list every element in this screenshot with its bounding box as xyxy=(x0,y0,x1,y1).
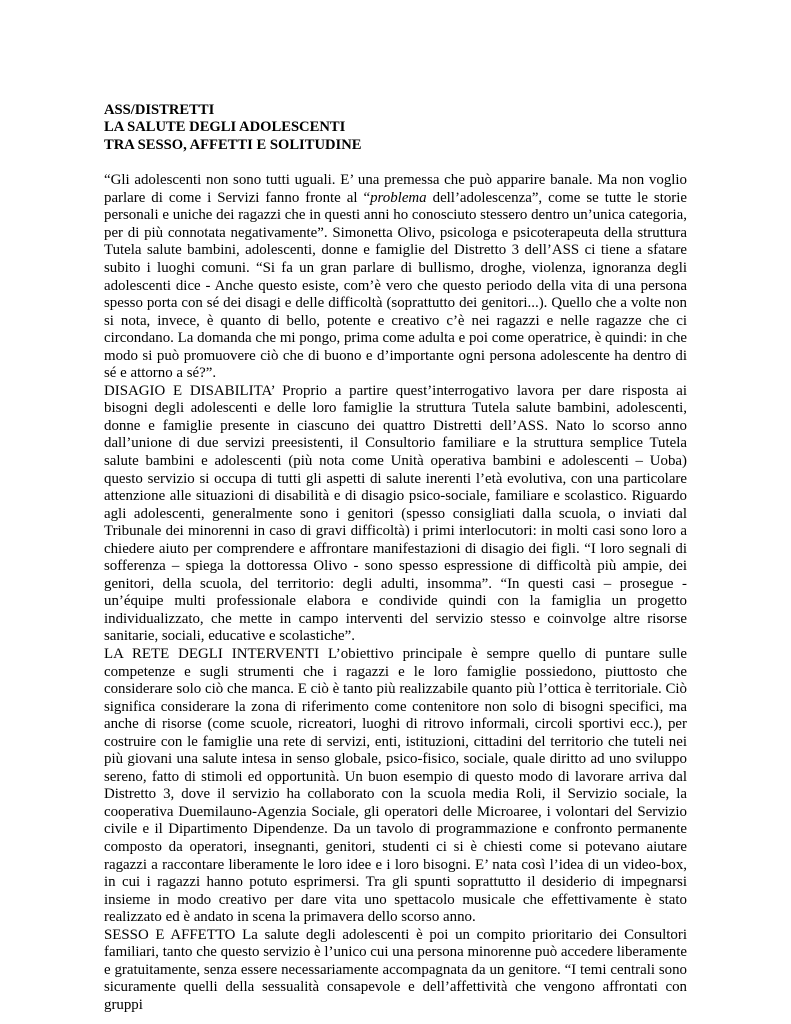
section-disagio xyxy=(104,383,687,646)
section-disagio-lead: DISAGIO E DISABILITA’ xyxy=(104,382,275,399)
section-sesso xyxy=(104,927,687,1015)
section-disagio-text: Proprio a partire quest’interrogativo lavora per dare risposta ai bisogni degli adolescenti e delle loro famiglie la struttura Tutela salute bambini, adolescenti, donne e famiglie presente in ciascuno dei quattro Distretti dell’ASS. Nato lo scorso anno dall’unione di due servizi preesistenti, il Consultorio familiare e la struttura semplice Tutela salute bambini e adolescenti (più nota come Unità operativa bambini e adolescenti – Uoba) questo servizio si occupa di tutti gli aspetti di salute inerenti l’età evolutiva, con una particolare attenzione alle situazioni di disabilità e di disagio psico-sociale, familiare e scolastico. Riguardo agli adolescenti, generalmente sono i genitori (spesso consigliati dalla scuola, o inviati dal Tribunale dei minorenni in caso di gravi difficoltà) i primi interlocutori: in molti casi sono loro a chiedere aiuto per comprendere e affrontare manifestazioni di disagio dei figli. “I loro segnali di sofferenza – spiega la dottoressa Olivo - sono spesso espressione di difficoltà più ampie, dei genitori, della scuola, del territorio: degli adulti, insomma”. “In questi casi – prosegue - un’équipe multi professionale elabora e condivide quindi con la famiglia un progetto individualizzato, che mette in campo interventi del servizio stesso e coinvolge altre risorse sanitarie, sociali, educative e scolastiche”. xyxy=(104,382,687,645)
section-label: ASS/DISTRETTI xyxy=(104,102,215,118)
section-rete-lead: LA RETE DEGLI INTERVENTI xyxy=(104,645,320,662)
section-rete-text: L’obiettivo principale è sempre quello di puntare sulle competenze e sugli strumenti che i ragazzi e le loro famiglie possiedono, piuttosto che considerare solo ciò che manca. E ciò è tanto più realizzabile quanto più l’ottica è territoriale. Ciò significa considerare la zona di riferimento come contenitore non solo di bisogni specifici, ma anche di risorse (come scuole, ricreatori, luoghi di ritrovo informali, circoli sportivi ecc.), per costruire con le famiglie una rete di servizi, enti, istituzioni, cittadini del territorio che tuteli nei più giovani una salute intesa in senso globale, psico-fisico, sociale, quale diritto ad uno sviluppo sereno, fatto di stimoli ed opportunità. Un buon esempio di questo modo di lavorare arriva dal Distretto 3, dove il servizio ha collaborato con la scuola media Roli, il Servizio sociale, la cooperativa Duemilauno-Agenzia Sociale, gli operatori delle Microaree, i volontari del Servizio civile e il Dipartimento Dipendenze. Da un tavolo di programmazione e confronto permanente composto da operatori, insegnanti, genitori, studenti ci si è chiesti come si potevano aiutare ragazzi a raccontare liberamente le loro idee e i loro bisogni. E’ nata così l’idea di un video-box, in cui i ragazzi hanno potuto esprimersi. Tra gli spunti soprattutto il desiderio di impegnarsi insieme in modo creativo per dare vita uno spettacolo musicale che effettivamente è stato realizzato ed è andato in scena la primavera dello scorso anno. xyxy=(104,645,688,926)
intro-text-part2: dell’adolescenza”, come se tutte le storie personali e uniche dei ragazzi che in questi anni ho conosciuto stessero dentro un’unica categoria, per di più connotata negativamente”. Simonetta Olivo, psicologa e psicoterapeuta della struttura Tutela salute bambini, adolescenti, donne e famiglie del Distretto 3 dell’ASS ci tiene a sfatare subito i luoghi comuni. “Si fa un gran parlare di bullismo, droghe, violenza, ignoranza degli adolescenti dice - Anche questo esiste, com’è vero che questo periodo della vita di una persona spesso porta con sé dei disagi e delle difficoltà (soprattutto dei genitori...). Quello che a volte non si nota, invece, è quanto di bello, potente e creativo c’è nei ragazzi e nelle ragazze che ci circondano. La domanda che mi pongo, prima come adulta e poi come operatrice, è quindi: in che modo si può promuovere ciò che di buono e d’importante ogni persona adolescente ha dentro di sé e attorno a sé?”. xyxy=(104,189,687,382)
intro-paragraph xyxy=(104,172,687,383)
article-title: LA SALUTE DEGLI ADOLESCENTI xyxy=(104,119,346,136)
section-sesso-lead: SESSO E AFFETTO xyxy=(104,926,236,943)
section-sesso-text: La salute degli adolescenti è poi un compito prioritario dei Consultori familiari, tanto che questo servizio è l’unico cui una persona minorenne può accedere liberamente e gratuitamente, senza essere necessariamente accompagnata da un genitore. “I temi centrali sono sicuramente quelli della sessualità consapevole e dell’affettività che vengono affrontati con gruppi xyxy=(104,926,687,1013)
intro-italic-word: problema xyxy=(370,189,427,206)
article-heading xyxy=(104,102,687,154)
section-rete xyxy=(104,646,687,927)
article-subtitle: TRA SESSO, AFFETTI E SOLITUDINE xyxy=(104,136,362,153)
document-page xyxy=(104,102,687,1014)
intro-text-part1: “Gli adolescenti non sono tutti uguali. E’ una premessa che può apparire banale. Ma non voglio parlare di come i Servizi fanno fronte al “ xyxy=(104,172,687,206)
